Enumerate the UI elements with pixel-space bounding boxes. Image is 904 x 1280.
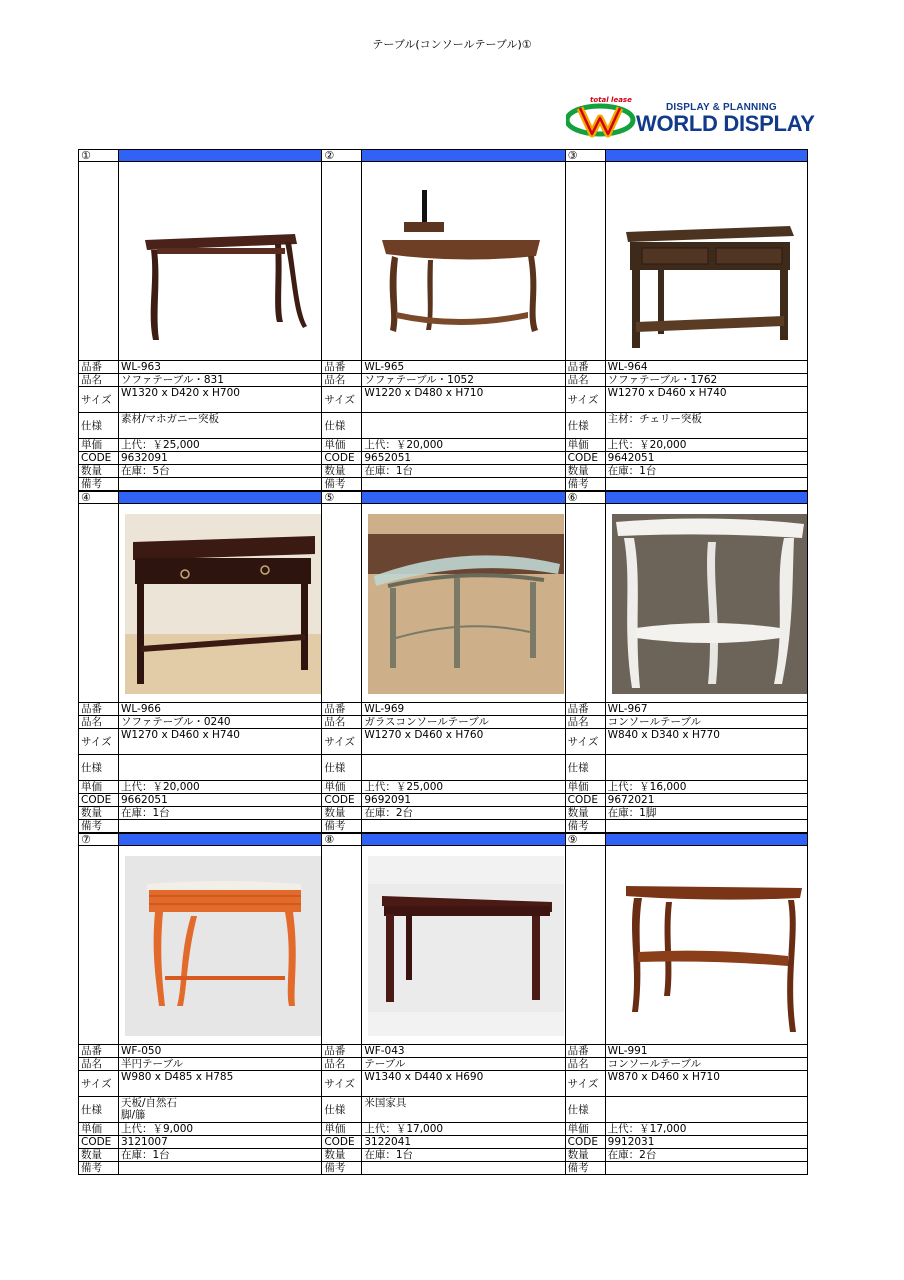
logo-subtitle: DISPLAY & PLANNING: [666, 102, 777, 113]
hinban-value: WL-966: [121, 703, 161, 715]
tanka-value: 上代：￥25,000: [364, 781, 444, 793]
shiyou-value: [606, 1097, 807, 1122]
hinmei-value: ソファテーブル・1762: [607, 374, 718, 386]
code-row: [78, 452, 321, 465]
size-row: [78, 1071, 321, 1097]
suuryou-row: [321, 465, 564, 478]
suuryou-label: 数量: [566, 1149, 606, 1161]
suuryou-value: 在庫：1台: [364, 1149, 414, 1161]
hinmei-label: 品名: [566, 1058, 606, 1070]
size-label: サイズ: [79, 729, 119, 754]
suuryou-row: [321, 807, 564, 820]
code-value: 9662051: [121, 794, 168, 806]
tanka-value: 上代：￥17,000: [364, 1123, 444, 1135]
bikou-label: 備考: [322, 478, 362, 490]
american-console-table-image: [368, 856, 564, 1036]
tanka-label: 単価: [566, 1123, 606, 1135]
product-card: [321, 491, 564, 833]
shiyou-label: 仕様: [79, 1097, 119, 1122]
shiyou-value: [362, 413, 564, 438]
size-value: W870 x D460 x H710: [607, 1071, 720, 1083]
shiyou-value: [606, 755, 807, 780]
code-value: 3121007: [121, 1136, 168, 1148]
shiyou-row: [321, 1097, 564, 1123]
header-bar: [606, 150, 807, 161]
shiyou-row: [78, 1097, 321, 1123]
card-header: [78, 491, 321, 504]
world-display-logo: [566, 96, 815, 140]
bikou-row: [565, 478, 808, 491]
size-row: [321, 387, 564, 413]
shiyou-value: [119, 755, 321, 780]
product-row-block: [78, 833, 808, 1175]
shiyou-value: 主材：チェリー突板: [607, 413, 702, 425]
hinmei-value: ソファテーブル・831: [121, 374, 224, 386]
bikou-label: 備考: [322, 820, 362, 832]
image-row: [321, 846, 564, 1045]
bikou-value: [606, 820, 807, 832]
shiyou-row: [78, 413, 321, 439]
code-row: [78, 1136, 321, 1149]
code-value: 9912031: [607, 1136, 655, 1148]
hinmei-value: コンソールテーブル: [607, 716, 702, 728]
product-image-cell: [119, 846, 321, 1044]
size-value: W1270 x D460 x H740: [121, 729, 240, 741]
bikou-row: [78, 478, 321, 491]
header-bar: [606, 492, 807, 503]
bikou-row: [78, 820, 321, 833]
image-row: [565, 162, 808, 361]
tanka-label: 単価: [566, 439, 606, 451]
tanka-value: 上代：￥17,000: [607, 1123, 687, 1135]
item-number: ⑤: [322, 492, 362, 503]
tanka-value: 上代：￥16,000: [607, 781, 687, 793]
hinban-label: 品番: [79, 361, 119, 373]
code-label: CODE: [79, 452, 119, 464]
shiyou-row: [321, 755, 564, 781]
bikou-row: [565, 820, 808, 833]
suuryou-value: 在庫：1台: [121, 1149, 170, 1161]
hinban-row: [565, 1045, 808, 1058]
hinmei-row: [565, 374, 808, 387]
size-value: W840 x D340 x H770: [607, 729, 720, 741]
card-header: [565, 833, 808, 846]
hinban-row: [78, 361, 321, 374]
code-label: CODE: [79, 1136, 119, 1148]
suuryou-value: 在庫：1台: [364, 465, 414, 477]
image-row: [565, 846, 808, 1045]
hinban-label: 品番: [322, 361, 362, 373]
code-value: 9692091: [364, 794, 412, 806]
rattan-half-round-table-image: [125, 856, 321, 1036]
header-bar: [362, 834, 564, 845]
size-row: [565, 1071, 808, 1097]
suuryou-value: 在庫：1台: [607, 465, 657, 477]
hinban-label: 品番: [566, 1045, 606, 1057]
size-label: サイズ: [566, 1071, 606, 1096]
suuryou-row: [565, 807, 808, 820]
hinmei-label: 品名: [322, 1058, 362, 1070]
product-image-cell: [119, 162, 321, 360]
header-bar: [119, 150, 321, 161]
hinmei-row: [321, 1058, 564, 1071]
product-card: [78, 491, 321, 833]
bikou-row: [78, 1162, 321, 1175]
shiyou-value: [362, 755, 564, 780]
size-value: W1220 x D480 x H710: [364, 387, 484, 399]
bikou-value: [362, 1162, 564, 1174]
code-row: [321, 452, 564, 465]
white-console-table-image: [612, 514, 807, 694]
tanka-row: [565, 439, 808, 452]
suuryou-label: 数量: [79, 1149, 119, 1161]
hinmei-value: コンソールテーブル: [607, 1058, 702, 1070]
bikou-row: [321, 1162, 564, 1175]
suuryou-label: 数量: [79, 807, 119, 819]
hinmei-row: [321, 716, 564, 729]
shiyou-row: [321, 413, 564, 439]
bikou-value: [119, 1162, 321, 1174]
wd-logo-mark-icon: [566, 102, 646, 138]
tanka-label: 単価: [79, 1123, 119, 1135]
hinmei-row: [565, 716, 808, 729]
suuryou-row: [565, 465, 808, 478]
product-card: [565, 149, 808, 491]
tanka-value: 上代：￥20,000: [607, 439, 687, 451]
bikou-label: 備考: [79, 478, 119, 490]
code-value: 9642051: [607, 452, 655, 464]
code-value: 3122041: [364, 1136, 412, 1148]
product-card: [78, 149, 321, 491]
tanka-row: [78, 439, 321, 452]
code-label: CODE: [566, 794, 606, 806]
shiyou-value: 天板/自然石 脚/籐: [121, 1097, 178, 1121]
product-image-cell: [362, 846, 564, 1044]
product-image-cell: [606, 504, 807, 702]
hinban-label: 品番: [566, 361, 606, 373]
product-grid: [78, 149, 808, 1175]
image-row: [321, 162, 564, 361]
suuryou-row: [565, 1149, 808, 1162]
tanka-row: [565, 781, 808, 794]
shiyou-label: 仕様: [566, 413, 606, 438]
shiyou-row: [78, 755, 321, 781]
shiyou-label: 仕様: [322, 755, 362, 780]
code-value: 9632091: [121, 452, 168, 464]
hinban-label: 品番: [79, 1045, 119, 1057]
tanka-row: [565, 1123, 808, 1136]
hinban-label: 品番: [322, 1045, 362, 1057]
card-header: [78, 149, 321, 162]
code-label: CODE: [322, 794, 362, 806]
code-row: [565, 452, 808, 465]
hinban-value: WL-963: [121, 361, 161, 373]
suuryou-label: 数量: [322, 465, 362, 477]
tanka-label: 単価: [79, 439, 119, 451]
half-round-console-table-image: [368, 172, 564, 352]
size-value: W1320 x D420 x H700: [121, 387, 240, 399]
size-value: W980 x D485 x H785: [121, 1071, 234, 1083]
image-row: [321, 504, 564, 703]
shiyou-row: [565, 413, 808, 439]
code-label: CODE: [79, 794, 119, 806]
hinban-label: 品番: [322, 703, 362, 715]
size-label: サイズ: [322, 387, 362, 412]
item-number: ⑧: [322, 834, 362, 845]
shiyou-value: 米国家具: [364, 1097, 407, 1109]
size-row: [565, 729, 808, 755]
size-row: [78, 729, 321, 755]
header-bar: [119, 834, 321, 845]
logo-name: WORLD DISPLAY: [636, 111, 815, 136]
product-row-block: [78, 491, 808, 833]
card-header: [78, 833, 321, 846]
shiyou-label: 仕様: [566, 1097, 606, 1122]
product-image-cell: [606, 162, 807, 360]
hinban-row: [78, 703, 321, 716]
bikou-value: [606, 1162, 807, 1174]
code-row: [565, 794, 808, 807]
suuryou-label: 数量: [322, 1149, 362, 1161]
shiyou-row: [565, 755, 808, 781]
product-card: [321, 149, 564, 491]
item-number: ①: [79, 150, 119, 161]
product-image-cell: [119, 504, 321, 702]
hinmei-label: 品名: [322, 716, 362, 728]
code-row: [565, 1136, 808, 1149]
bikou-label: 備考: [79, 820, 119, 832]
hinban-value: WL-969: [364, 703, 405, 715]
product-row-block: [78, 149, 808, 491]
suuryou-label: 数量: [322, 807, 362, 819]
size-label: サイズ: [566, 387, 606, 412]
size-label: サイズ: [79, 387, 119, 412]
hinban-label: 品番: [79, 703, 119, 715]
size-row: [78, 387, 321, 413]
page-title: テーブル(コンソールテーブル)①: [372, 38, 532, 51]
size-label: サイズ: [566, 729, 606, 754]
suuryou-label: 数量: [79, 465, 119, 477]
hinmei-row: [321, 374, 564, 387]
tanka-value: 上代：￥9,000: [121, 1123, 194, 1135]
bikou-row: [321, 820, 564, 833]
hinban-value: WL-967: [607, 703, 648, 715]
dark-console-with-drawers-image: [125, 514, 321, 694]
product-image-cell: [606, 846, 807, 1044]
image-row: [78, 162, 321, 361]
item-number: ⑨: [566, 834, 606, 845]
shiyou-label: 仕様: [566, 755, 606, 780]
tanka-label: 単価: [322, 781, 362, 793]
hinmei-label: 品名: [566, 716, 606, 728]
size-value: W1340 x D440 x H690: [364, 1071, 484, 1083]
suuryou-value: 在庫：5台: [121, 465, 170, 477]
suuryou-value: 在庫：2台: [364, 807, 414, 819]
code-label: CODE: [322, 452, 362, 464]
tanka-label: 単価: [79, 781, 119, 793]
item-number: ④: [79, 492, 119, 503]
card-header: [321, 149, 564, 162]
hinmei-label: 品名: [79, 374, 119, 386]
product-card: [321, 833, 564, 1175]
hinmei-label: 品名: [566, 374, 606, 386]
size-row: [321, 729, 564, 755]
bikou-label: 備考: [566, 1162, 606, 1174]
tanka-row: [321, 1123, 564, 1136]
hinmei-label: 品名: [79, 1058, 119, 1070]
image-row: [565, 504, 808, 703]
hinban-value: WL-991: [607, 1045, 648, 1057]
shiyou-label: 仕様: [322, 1097, 362, 1122]
suuryou-row: [321, 1149, 564, 1162]
hinban-row: [78, 1045, 321, 1058]
card-header: [321, 833, 564, 846]
code-label: CODE: [322, 1136, 362, 1148]
hinmei-label: 品名: [79, 716, 119, 728]
code-label: CODE: [566, 452, 606, 464]
code-value: 9672021: [607, 794, 655, 806]
item-number: ⑥: [566, 492, 606, 503]
card-header: [321, 491, 564, 504]
hinmei-label: 品名: [322, 374, 362, 386]
hinban-value: WL-964: [607, 361, 648, 373]
hinban-row: [321, 361, 564, 374]
tanka-row: [321, 439, 564, 452]
tanka-row: [78, 781, 321, 794]
hinmei-row: [78, 374, 321, 387]
walnut-console-table-image: [612, 856, 807, 1036]
item-number: ③: [566, 150, 606, 161]
size-label: サイズ: [322, 1071, 362, 1096]
bikou-label: 備考: [566, 478, 606, 490]
product-card: [565, 833, 808, 1175]
shiyou-row: [565, 1097, 808, 1123]
code-value: 9652051: [364, 452, 412, 464]
bikou-value: [119, 820, 321, 832]
tanka-value: 上代：￥20,000: [121, 781, 200, 793]
suuryou-value: 在庫：1台: [121, 807, 170, 819]
bikou-value: [362, 820, 564, 832]
header-bar: [606, 834, 807, 845]
item-number: ⑦: [79, 834, 119, 845]
tanka-label: 単価: [322, 439, 362, 451]
tanka-value: 上代：￥20,000: [364, 439, 444, 451]
hinban-row: [565, 361, 808, 374]
size-row: [565, 387, 808, 413]
hinmei-value: ガラスコンソールテーブル: [364, 716, 489, 728]
bikou-value: [362, 478, 564, 490]
suuryou-label: 数量: [566, 807, 606, 819]
size-value: W1270 x D460 x H760: [364, 729, 484, 741]
tanka-value: 上代：￥25,000: [121, 439, 200, 451]
product-card: [78, 833, 321, 1175]
hinban-value: WL-965: [364, 361, 405, 373]
shiyou-label: 仕様: [79, 755, 119, 780]
hinban-label: 品番: [566, 703, 606, 715]
suuryou-row: [78, 1149, 321, 1162]
glass-console-table-image: [368, 514, 564, 694]
code-row: [78, 794, 321, 807]
size-label: サイズ: [322, 729, 362, 754]
hinban-row: [565, 703, 808, 716]
shiyou-label: 仕様: [322, 413, 362, 438]
bikou-row: [321, 478, 564, 491]
size-value: W1270 x D460 x H740: [607, 387, 727, 399]
code-row: [321, 794, 564, 807]
bikou-value: [119, 478, 321, 490]
suuryou-value: 在庫：2台: [607, 1149, 657, 1161]
bikou-label: 備考: [322, 1162, 362, 1174]
hinban-row: [321, 703, 564, 716]
image-row: [78, 504, 321, 703]
shiyou-value: 素材/マホガニー突板: [121, 413, 220, 425]
cherry-console-with-drawers-image: [612, 172, 807, 352]
tanka-label: 単価: [566, 781, 606, 793]
product-image-cell: [362, 162, 564, 360]
mahogany-console-table-image: [125, 172, 321, 352]
bikou-label: 備考: [566, 820, 606, 832]
logo-top-text: total lease: [590, 96, 632, 104]
card-header: [565, 149, 808, 162]
hinban-row: [321, 1045, 564, 1058]
header-bar: [119, 492, 321, 503]
size-label: サイズ: [79, 1071, 119, 1096]
tanka-label: 単価: [322, 1123, 362, 1135]
header-bar: [362, 150, 564, 161]
hinban-value: WF-043: [364, 1045, 405, 1057]
shiyou-label: 仕様: [79, 413, 119, 438]
suuryou-row: [78, 807, 321, 820]
card-header: [565, 491, 808, 504]
tanka-row: [321, 781, 564, 794]
hinmei-row: [78, 716, 321, 729]
hinmei-value: テーブル: [364, 1058, 406, 1070]
code-label: CODE: [566, 1136, 606, 1148]
image-row: [78, 846, 321, 1045]
product-card: [565, 491, 808, 833]
bikou-value: [606, 478, 807, 490]
hinmei-row: [78, 1058, 321, 1071]
tanka-row: [78, 1123, 321, 1136]
hinmei-row: [565, 1058, 808, 1071]
size-row: [321, 1071, 564, 1097]
product-image-cell: [362, 504, 564, 702]
code-row: [321, 1136, 564, 1149]
hinmei-value: ソファテーブル・0240: [121, 716, 231, 728]
header-bar: [362, 492, 564, 503]
item-number: ②: [322, 150, 362, 161]
hinmei-value: 半円テーブル: [121, 1058, 184, 1070]
suuryou-value: 在庫：1脚: [607, 807, 657, 819]
suuryou-label: 数量: [566, 465, 606, 477]
bikou-label: 備考: [79, 1162, 119, 1174]
hinmei-value: ソファテーブル・1052: [364, 374, 474, 386]
hinban-value: WF-050: [121, 1045, 162, 1057]
bikou-row: [565, 1162, 808, 1175]
suuryou-row: [78, 465, 321, 478]
